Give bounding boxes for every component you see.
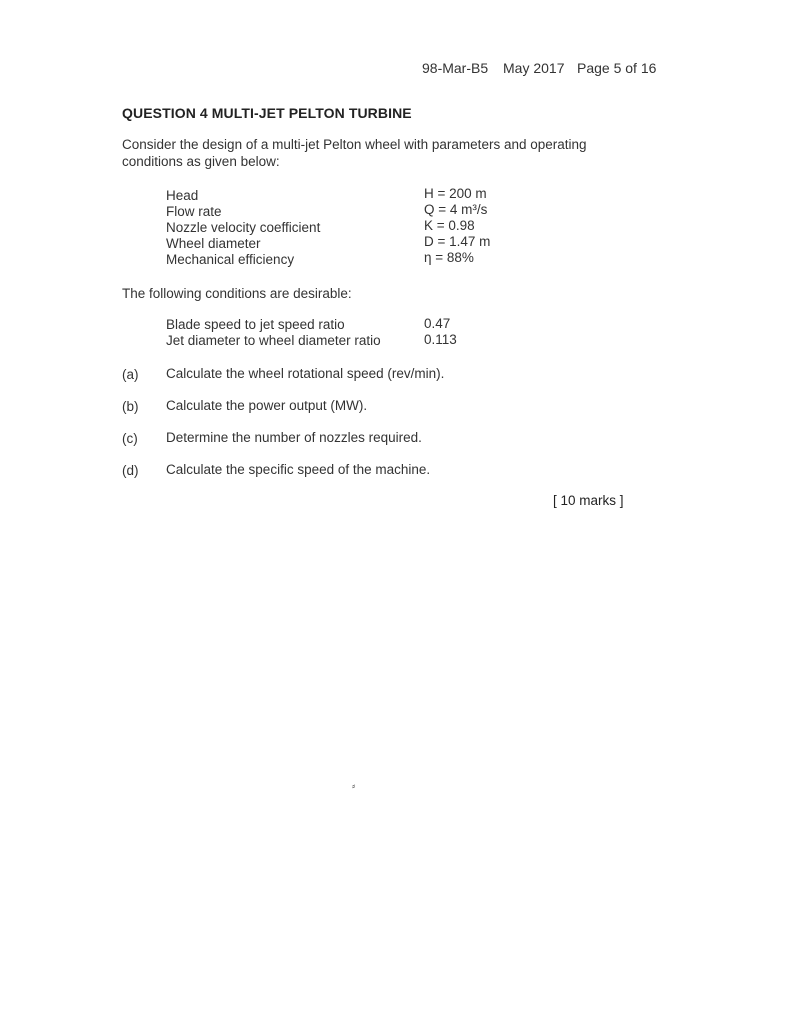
condition-label: Jet diameter to wheel diameter ratio: [166, 333, 381, 348]
param-label: Mechanical efficiency: [166, 252, 295, 267]
stray-mark: ⸗: [352, 781, 356, 792]
question-title: QUESTION 4 MULTI-JET PELTON TURBINE: [122, 105, 412, 121]
header-code: 98-Mar-B5: [422, 60, 489, 76]
part-letter: (d): [122, 463, 139, 478]
part-letter: (a): [122, 367, 139, 382]
param-label: Flow rate: [166, 204, 222, 219]
param-label: Wheel diameter: [166, 236, 261, 251]
param-value: Q = 4 m³/s: [424, 202, 488, 217]
param-value: D = 1.47 m: [424, 234, 491, 249]
param-value: η = 88%: [424, 250, 474, 265]
part-letter: (c): [122, 431, 138, 446]
param-label: Head: [166, 188, 199, 203]
conditions-intro: The following conditions are desirable:: [122, 286, 352, 301]
part-text: Calculate the specific speed of the machine.: [166, 462, 431, 477]
condition-value: 0.113: [424, 332, 457, 347]
intro-line-2: conditions as given below:: [122, 154, 280, 169]
header-date: May 2017: [503, 60, 565, 76]
header-page: Page 5 of 16: [577, 60, 657, 76]
param-label: Nozzle velocity coefficient: [166, 220, 321, 235]
part-letter: (b): [122, 399, 139, 414]
condition-value: 0.47: [424, 316, 451, 331]
part-text: Calculate the power output (MW).: [166, 398, 368, 413]
intro-line-1: Consider the design of a multi-jet Pelton wheel with parameters and operating: [122, 137, 587, 152]
condition-label: Blade speed to jet speed ratio: [166, 317, 345, 332]
marks-label: [ 10 marks ]: [553, 493, 624, 508]
param-value: H = 200 m: [424, 186, 487, 201]
part-text: Determine the number of nozzles required.: [166, 430, 422, 445]
part-text: Calculate the wheel rotational speed (rev/min).: [166, 366, 445, 381]
param-value: K = 0.98: [424, 218, 475, 233]
